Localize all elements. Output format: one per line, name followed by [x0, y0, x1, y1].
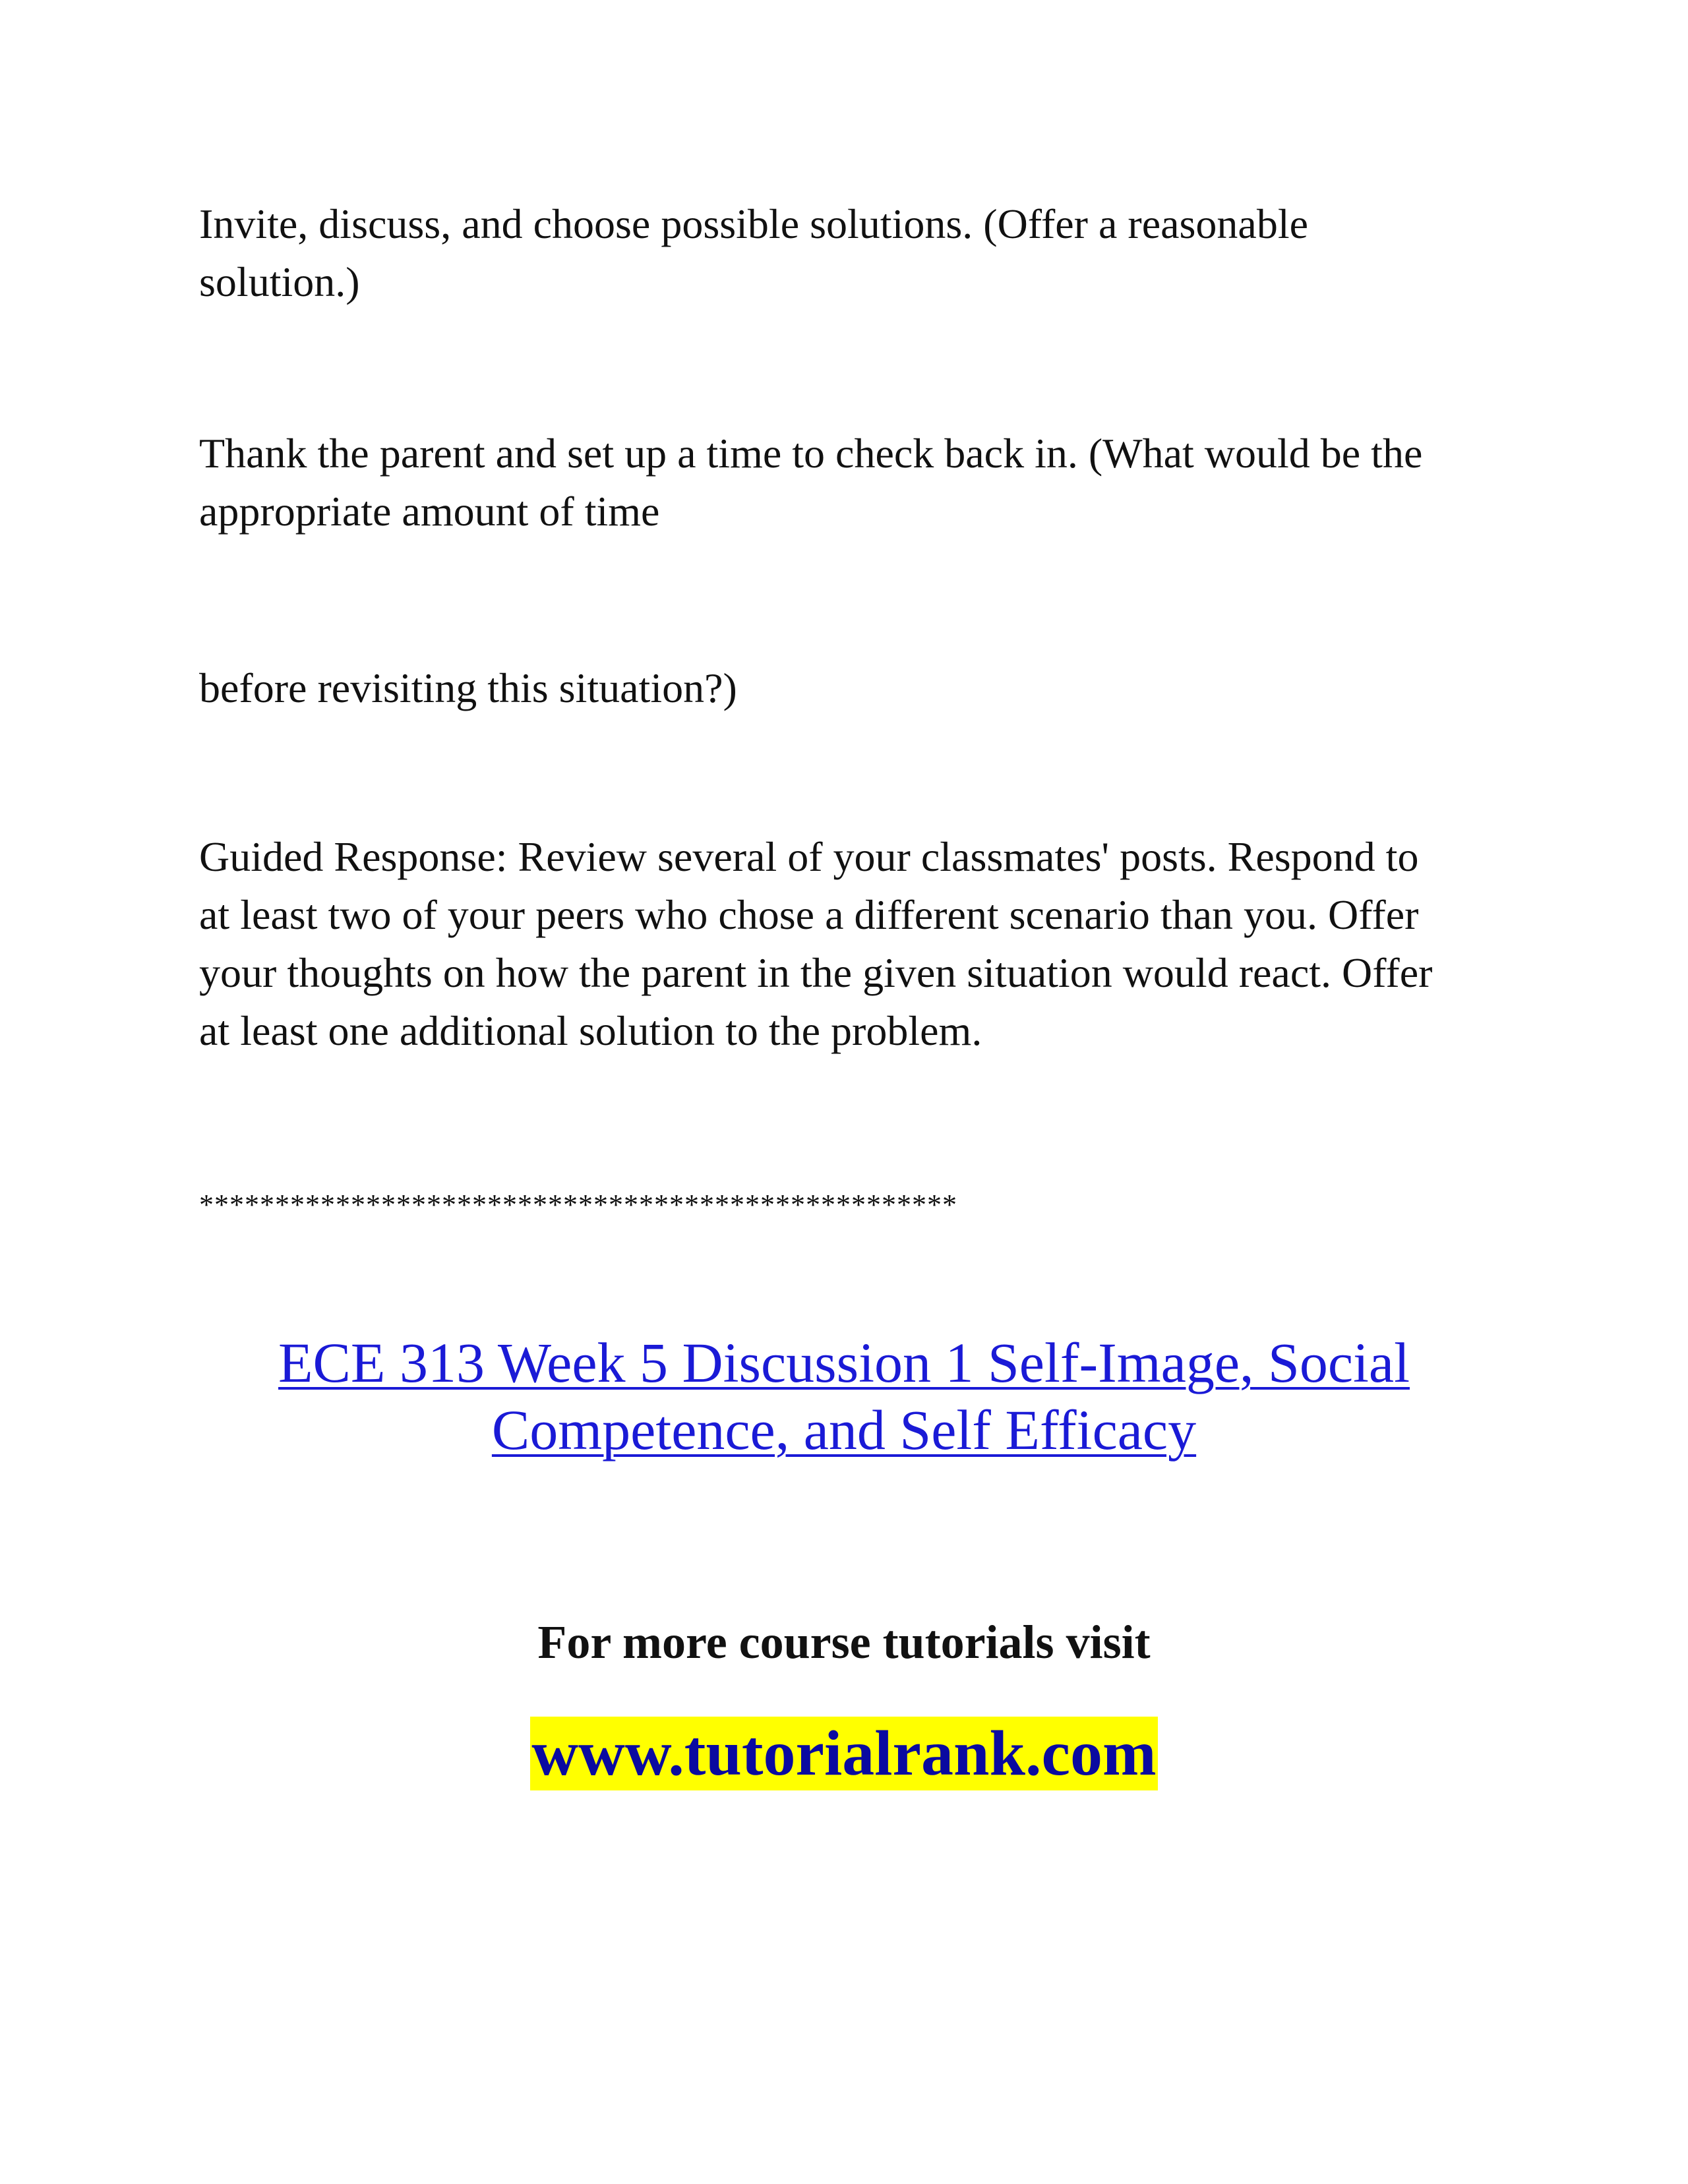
course-title-link[interactable]: ECE 313 Week 5 Discussion 1 Self-Image, Social Competence, and Self Efficacy [278, 1331, 1410, 1461]
paragraph-thank-parent: Thank the parent and set up a time to check back in. (What would be the appropriate amount of time [199, 430, 1423, 535]
website-link[interactable]: www.tutorialrank.com [531, 1718, 1157, 1789]
more-tutorials-text: For more course tutorials visit [537, 1616, 1151, 1668]
site-link-container [0, 1717, 1688, 1790]
paragraph-before-revisiting: before revisiting this situation?) [199, 664, 737, 711]
asterisk-divider: ************************************************** [199, 1189, 957, 1221]
paragraph-guided-response: Guided Response: Review several of your classmates' posts. Respond to at least two of your peers who chose a different scenario than you. Offer your thoughts on how the parent in the given situation would react. Offer at least one additional solution to the problem. [199, 833, 1433, 1054]
paragraph-invite-discuss: Invite, discuss, and choose possible solutions. (Offer a reasonable solution.) [199, 200, 1308, 305]
